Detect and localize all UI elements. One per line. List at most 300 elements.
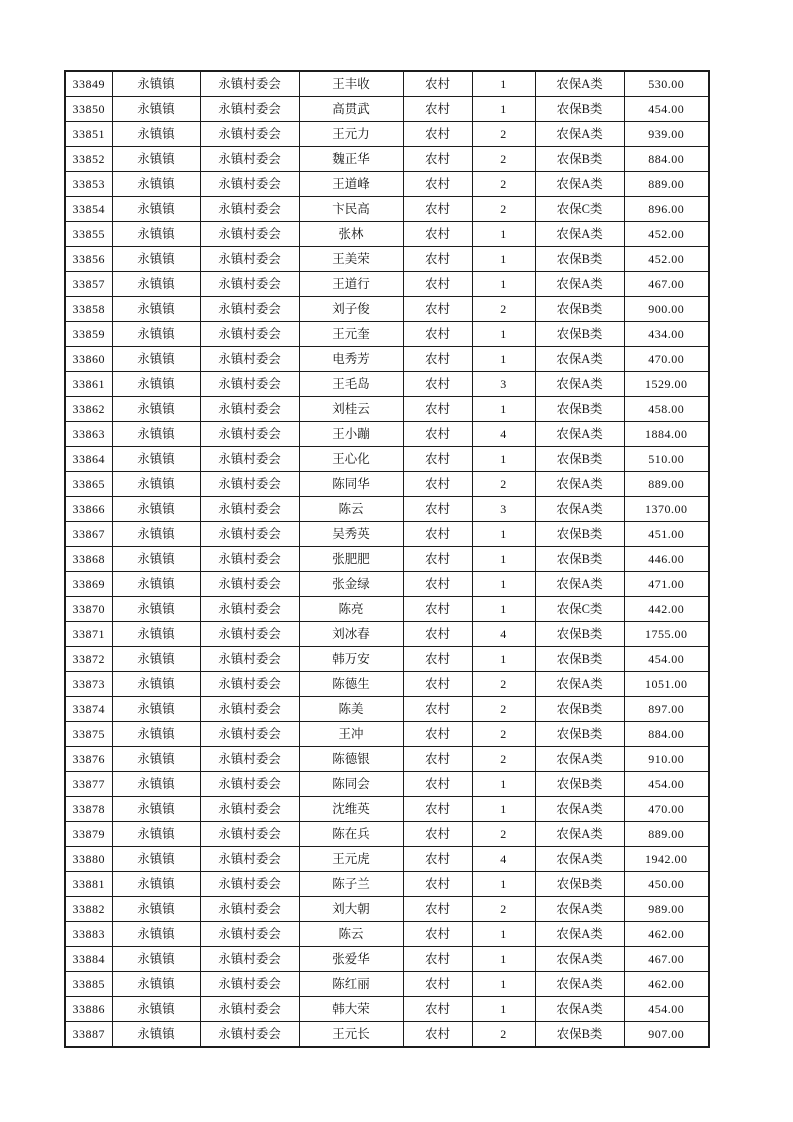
cell-person-count: 1 [472,447,535,472]
cell-person-count: 1 [472,797,535,822]
cell-amount: 1942.00 [624,847,709,872]
cell-insurance-category: 农保B类 [535,147,624,172]
cell-insurance-category: 农保B类 [535,722,624,747]
cell-insurance-category: 农保A类 [535,422,624,447]
cell-amount: 1529.00 [624,372,709,397]
cell-town: 永镇镇 [112,872,200,897]
cell-residence-type: 农村 [403,1022,472,1048]
cell-town: 永镇镇 [112,347,200,372]
cell-person-count: 3 [472,372,535,397]
cell-serial-number: 33857 [65,272,112,297]
table-row [65,97,709,122]
cell-amount: 442.00 [624,597,709,622]
cell-village-committee: 永镇村委会 [200,97,299,122]
cell-residence-type: 农村 [403,547,472,572]
cell-village-committee: 永镇村委会 [200,947,299,972]
table-row [65,597,709,622]
cell-serial-number: 33874 [65,697,112,722]
table-row [65,722,709,747]
cell-amount: 900.00 [624,297,709,322]
cell-residence-type: 农村 [403,372,472,397]
cell-town: 永镇镇 [112,722,200,747]
records-table [64,70,710,1048]
cell-residence-type: 农村 [403,197,472,222]
cell-insurance-category: 农保B类 [535,772,624,797]
cell-town: 永镇镇 [112,847,200,872]
cell-person-count: 1 [472,597,535,622]
cell-person-name: 魏正华 [299,147,403,172]
cell-person-count: 1 [472,347,535,372]
cell-residence-type: 农村 [403,472,472,497]
cell-town: 永镇镇 [112,297,200,322]
table-row [65,147,709,172]
cell-residence-type: 农村 [403,172,472,197]
cell-serial-number: 33871 [65,622,112,647]
cell-person-name: 张林 [299,222,403,247]
cell-residence-type: 农村 [403,447,472,472]
table-row [65,697,709,722]
cell-serial-number: 33866 [65,497,112,522]
cell-residence-type: 农村 [403,247,472,272]
cell-village-committee: 永镇村委会 [200,397,299,422]
cell-village-committee: 永镇村委会 [200,522,299,547]
cell-village-committee: 永镇村委会 [200,672,299,697]
cell-village-committee: 永镇村委会 [200,71,299,97]
cell-person-name: 陈云 [299,497,403,522]
cell-village-committee: 永镇村委会 [200,597,299,622]
cell-serial-number: 33856 [65,247,112,272]
cell-person-count: 4 [472,847,535,872]
cell-insurance-category: 农保B类 [535,247,624,272]
cell-village-committee: 永镇村委会 [200,622,299,647]
cell-town: 永镇镇 [112,447,200,472]
cell-person-count: 1 [472,71,535,97]
table-row [65,347,709,372]
cell-town: 永镇镇 [112,272,200,297]
cell-village-committee: 永镇村委会 [200,422,299,447]
cell-serial-number: 33852 [65,147,112,172]
cell-person-count: 2 [472,197,535,222]
cell-town: 永镇镇 [112,122,200,147]
cell-insurance-category: 农保A类 [535,972,624,997]
table-row [65,822,709,847]
cell-village-committee: 永镇村委会 [200,747,299,772]
cell-village-committee: 永镇村委会 [200,247,299,272]
cell-residence-type: 农村 [403,747,472,772]
cell-village-committee: 永镇村委会 [200,697,299,722]
cell-insurance-category: 农保B类 [535,397,624,422]
cell-residence-type: 农村 [403,147,472,172]
cell-insurance-category: 农保A类 [535,172,624,197]
cell-residence-type: 农村 [403,97,472,122]
cell-town: 永镇镇 [112,172,200,197]
cell-serial-number: 33886 [65,997,112,1022]
cell-amount: 462.00 [624,972,709,997]
cell-amount: 470.00 [624,797,709,822]
cell-serial-number: 33877 [65,772,112,797]
cell-person-name: 陈同会 [299,772,403,797]
cell-amount: 450.00 [624,872,709,897]
cell-amount: 889.00 [624,172,709,197]
cell-residence-type: 农村 [403,797,472,822]
cell-person-count: 1 [472,647,535,672]
cell-amount: 471.00 [624,572,709,597]
cell-serial-number: 33883 [65,922,112,947]
cell-town: 永镇镇 [112,922,200,947]
cell-residence-type: 农村 [403,122,472,147]
table-row [65,922,709,947]
cell-village-committee: 永镇村委会 [200,222,299,247]
cell-person-name: 韩万安 [299,647,403,672]
cell-residence-type: 农村 [403,722,472,747]
cell-person-name: 王道峰 [299,172,403,197]
table-row [65,747,709,772]
cell-village-committee: 永镇村委会 [200,847,299,872]
cell-village-committee: 永镇村委会 [200,297,299,322]
cell-serial-number: 33872 [65,647,112,672]
cell-residence-type: 农村 [403,422,472,447]
cell-insurance-category: 农保C类 [535,597,624,622]
cell-serial-number: 33859 [65,322,112,347]
table-row [65,572,709,597]
cell-person-name: 陈美 [299,697,403,722]
cell-person-count: 2 [472,747,535,772]
table-row [65,622,709,647]
cell-village-committee: 永镇村委会 [200,972,299,997]
table-row [65,197,709,222]
cell-amount: 434.00 [624,322,709,347]
cell-residence-type: 农村 [403,972,472,997]
cell-person-count: 2 [472,672,535,697]
cell-village-committee: 永镇村委会 [200,822,299,847]
cell-residence-type: 农村 [403,322,472,347]
cell-amount: 1051.00 [624,672,709,697]
cell-insurance-category: 农保A类 [535,672,624,697]
cell-amount: 939.00 [624,122,709,147]
cell-person-name: 张金绿 [299,572,403,597]
cell-person-name: 陈亮 [299,597,403,622]
cell-village-committee: 永镇村委会 [200,872,299,897]
cell-insurance-category: 农保A类 [535,822,624,847]
cell-village-committee: 永镇村委会 [200,922,299,947]
cell-serial-number: 33869 [65,572,112,597]
table-row [65,272,709,297]
cell-residence-type: 农村 [403,71,472,97]
cell-town: 永镇镇 [112,222,200,247]
cell-residence-type: 农村 [403,947,472,972]
cell-serial-number: 33849 [65,71,112,97]
cell-person-count: 1 [472,997,535,1022]
cell-village-committee: 永镇村委会 [200,372,299,397]
cell-person-count: 2 [472,897,535,922]
cell-residence-type: 农村 [403,922,472,947]
cell-town: 永镇镇 [112,547,200,572]
cell-person-name: 王美荣 [299,247,403,272]
cell-person-name: 王元奎 [299,322,403,347]
cell-amount: 1884.00 [624,422,709,447]
cell-town: 永镇镇 [112,972,200,997]
cell-residence-type: 农村 [403,772,472,797]
table-row [65,447,709,472]
cell-town: 永镇镇 [112,622,200,647]
table-row [65,122,709,147]
cell-village-committee: 永镇村委会 [200,172,299,197]
cell-village-committee: 永镇村委会 [200,497,299,522]
cell-amount: 1370.00 [624,497,709,522]
cell-amount: 454.00 [624,647,709,672]
cell-serial-number: 33881 [65,872,112,897]
cell-insurance-category: 农保A类 [535,222,624,247]
cell-residence-type: 农村 [403,672,472,697]
cell-insurance-category: 农保B类 [535,447,624,472]
table-row [65,247,709,272]
cell-residence-type: 农村 [403,272,472,297]
cell-insurance-category: 农保B类 [535,97,624,122]
cell-village-committee: 永镇村委会 [200,447,299,472]
cell-person-count: 4 [472,422,535,447]
table-row [65,872,709,897]
cell-person-count: 1 [472,547,535,572]
cell-village-committee: 永镇村委会 [200,797,299,822]
cell-serial-number: 33876 [65,747,112,772]
cell-person-name: 王小蹦 [299,422,403,447]
cell-serial-number: 33868 [65,547,112,572]
cell-amount: 454.00 [624,997,709,1022]
cell-village-committee: 永镇村委会 [200,547,299,572]
cell-town: 永镇镇 [112,147,200,172]
cell-person-name: 吴秀英 [299,522,403,547]
cell-town: 永镇镇 [112,97,200,122]
cell-insurance-category: 农保A类 [535,997,624,1022]
cell-village-committee: 永镇村委会 [200,572,299,597]
cell-residence-type: 农村 [403,822,472,847]
cell-person-count: 2 [472,1022,535,1048]
cell-serial-number: 33861 [65,372,112,397]
cell-person-name: 陈同华 [299,472,403,497]
cell-town: 永镇镇 [112,597,200,622]
cell-person-name: 王元长 [299,1022,403,1048]
cell-insurance-category: 农保B类 [535,872,624,897]
cell-amount: 907.00 [624,1022,709,1048]
table-row [65,472,709,497]
cell-person-name: 刘子俊 [299,297,403,322]
cell-insurance-category: 农保A类 [535,472,624,497]
cell-insurance-category: 农保A类 [535,372,624,397]
cell-town: 永镇镇 [112,1022,200,1048]
cell-town: 永镇镇 [112,197,200,222]
table-row [65,522,709,547]
cell-town: 永镇镇 [112,797,200,822]
cell-serial-number: 33873 [65,672,112,697]
cell-amount: 1755.00 [624,622,709,647]
table-row [65,972,709,997]
cell-serial-number: 33851 [65,122,112,147]
cell-person-name: 刘冰春 [299,622,403,647]
cell-insurance-category: 农保B类 [535,322,624,347]
cell-insurance-category: 农保A类 [535,497,624,522]
cell-serial-number: 33854 [65,197,112,222]
table-row [65,772,709,797]
table-row [65,172,709,197]
cell-serial-number: 33855 [65,222,112,247]
table-row [65,797,709,822]
cell-amount: 452.00 [624,222,709,247]
cell-insurance-category: 农保A类 [535,847,624,872]
cell-person-count: 4 [472,622,535,647]
cell-person-name: 韩大荣 [299,997,403,1022]
cell-town: 永镇镇 [112,247,200,272]
cell-person-name: 王毛岛 [299,372,403,397]
cell-residence-type: 农村 [403,297,472,322]
cell-person-name: 王冲 [299,722,403,747]
cell-village-committee: 永镇村委会 [200,472,299,497]
cell-residence-type: 农村 [403,347,472,372]
cell-insurance-category: 农保A类 [535,572,624,597]
cell-town: 永镇镇 [112,647,200,672]
cell-amount: 454.00 [624,97,709,122]
cell-amount: 889.00 [624,472,709,497]
cell-town: 永镇镇 [112,697,200,722]
cell-amount: 884.00 [624,147,709,172]
cell-person-name: 张肥肥 [299,547,403,572]
cell-person-count: 2 [472,722,535,747]
cell-person-count: 3 [472,497,535,522]
cell-village-committee: 永镇村委会 [200,322,299,347]
cell-village-committee: 永镇村委会 [200,1022,299,1048]
table-row [65,71,709,97]
cell-amount: 451.00 [624,522,709,547]
table-row [65,672,709,697]
table-row [65,297,709,322]
cell-serial-number: 33862 [65,397,112,422]
cell-serial-number: 33853 [65,172,112,197]
cell-amount: 467.00 [624,272,709,297]
cell-serial-number: 33858 [65,297,112,322]
cell-person-count: 1 [472,97,535,122]
cell-town: 永镇镇 [112,822,200,847]
cell-serial-number: 33884 [65,947,112,972]
table-row [65,322,709,347]
table-row [65,1022,709,1048]
cell-residence-type: 农村 [403,897,472,922]
cell-village-committee: 永镇村委会 [200,147,299,172]
cell-serial-number: 33850 [65,97,112,122]
cell-amount: 454.00 [624,772,709,797]
cell-serial-number: 33870 [65,597,112,622]
cell-serial-number: 33860 [65,347,112,372]
table-row [65,497,709,522]
cell-town: 永镇镇 [112,672,200,697]
cell-person-count: 1 [472,322,535,347]
cell-serial-number: 33864 [65,447,112,472]
cell-amount: 989.00 [624,897,709,922]
cell-person-name: 王元力 [299,122,403,147]
table-row [65,422,709,447]
cell-person-name: 陈在兵 [299,822,403,847]
cell-person-name: 陈德银 [299,747,403,772]
cell-insurance-category: 农保A类 [535,947,624,972]
cell-insurance-category: 农保A类 [535,347,624,372]
cell-village-committee: 永镇村委会 [200,197,299,222]
cell-residence-type: 农村 [403,622,472,647]
cell-person-count: 1 [472,872,535,897]
cell-residence-type: 农村 [403,697,472,722]
cell-person-count: 1 [472,272,535,297]
cell-town: 永镇镇 [112,522,200,547]
cell-insurance-category: 农保B类 [535,647,624,672]
cell-town: 永镇镇 [112,372,200,397]
cell-person-count: 2 [472,297,535,322]
table-row [65,947,709,972]
cell-person-name: 卞民高 [299,197,403,222]
cell-insurance-category: 农保A类 [535,797,624,822]
cell-person-count: 1 [472,222,535,247]
cell-insurance-category: 农保A类 [535,897,624,922]
cell-residence-type: 农村 [403,647,472,672]
cell-person-name: 王心化 [299,447,403,472]
cell-village-committee: 永镇村委会 [200,897,299,922]
cell-amount: 446.00 [624,547,709,572]
cell-serial-number: 33867 [65,522,112,547]
cell-town: 永镇镇 [112,772,200,797]
cell-amount: 458.00 [624,397,709,422]
cell-serial-number: 33882 [65,897,112,922]
cell-person-name: 陈德生 [299,672,403,697]
cell-insurance-category: 农保A类 [535,747,624,772]
cell-residence-type: 农村 [403,872,472,897]
cell-insurance-category: 农保C类 [535,197,624,222]
cell-village-committee: 永镇村委会 [200,772,299,797]
cell-amount: 884.00 [624,722,709,747]
cell-serial-number: 33885 [65,972,112,997]
cell-village-committee: 永镇村委会 [200,122,299,147]
cell-person-count: 1 [472,772,535,797]
cell-person-count: 2 [472,697,535,722]
table-body [65,71,709,1047]
table-row [65,397,709,422]
cell-village-committee: 永镇村委会 [200,272,299,297]
cell-residence-type: 农村 [403,522,472,547]
cell-insurance-category: 农保A类 [535,272,624,297]
cell-person-count: 2 [472,172,535,197]
cell-person-name: 刘桂云 [299,397,403,422]
cell-insurance-category: 农保B类 [535,1022,624,1048]
cell-residence-type: 农村 [403,597,472,622]
cell-amount: 470.00 [624,347,709,372]
cell-person-name: 沈维英 [299,797,403,822]
cell-serial-number: 33880 [65,847,112,872]
cell-town: 永镇镇 [112,947,200,972]
cell-village-committee: 永镇村委会 [200,647,299,672]
table-row [65,372,709,397]
cell-person-count: 1 [472,397,535,422]
cell-person-name: 电秀芳 [299,347,403,372]
cell-residence-type: 农村 [403,497,472,522]
cell-person-name: 陈云 [299,922,403,947]
cell-amount: 530.00 [624,71,709,97]
cell-person-name: 张爱华 [299,947,403,972]
cell-person-name: 王元虎 [299,847,403,872]
cell-serial-number: 33863 [65,422,112,447]
cell-person-name: 陈子兰 [299,872,403,897]
cell-person-count: 1 [472,972,535,997]
cell-person-count: 1 [472,922,535,947]
cell-person-count: 1 [472,522,535,547]
cell-person-name: 王丰收 [299,71,403,97]
cell-serial-number: 33879 [65,822,112,847]
cell-town: 永镇镇 [112,322,200,347]
cell-insurance-category: 农保A类 [535,71,624,97]
